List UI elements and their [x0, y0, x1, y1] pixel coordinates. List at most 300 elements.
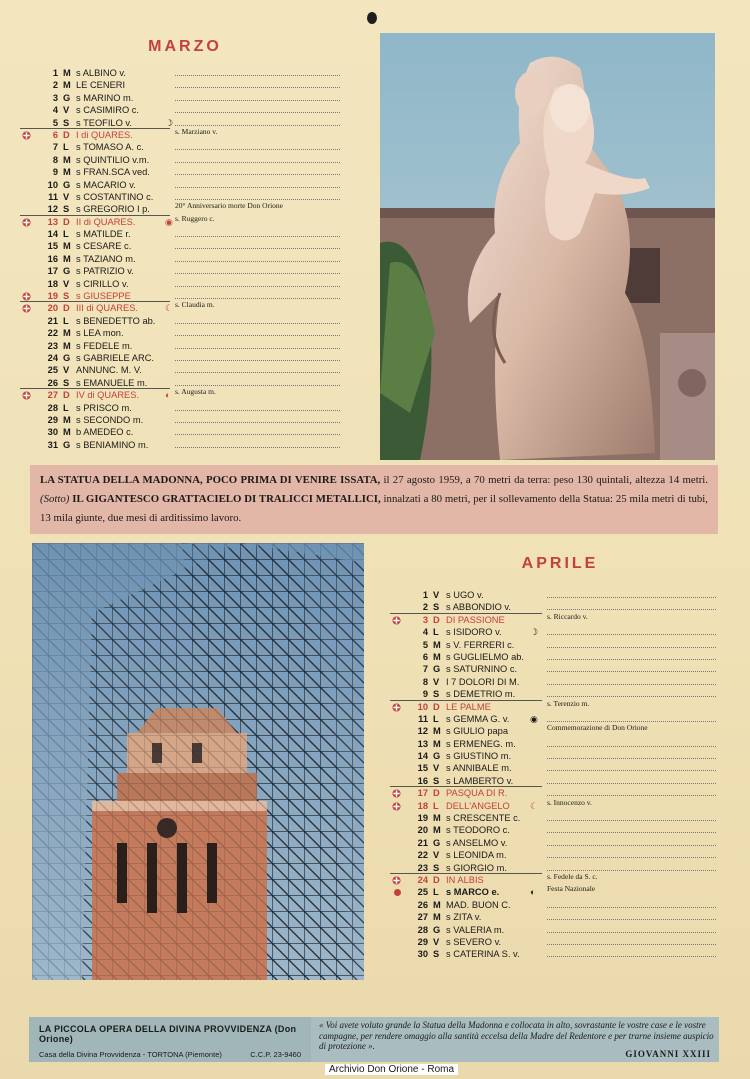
day-number: 3	[422, 614, 428, 625]
day-of-week: D	[433, 614, 440, 625]
day-row	[40, 179, 345, 191]
saint-name: s ABBONDIO v.	[446, 602, 511, 613]
day-number: 26	[47, 377, 58, 388]
saint-name: s ZITA v.	[446, 912, 482, 923]
day-row	[410, 762, 720, 774]
moon-phase-icon: ☾	[165, 303, 174, 314]
saint-name: LE CENERI	[76, 80, 126, 91]
caption-heading-2: IL GIGANTESCO GRATTACIELO DI TRALICCI METALLICI,	[72, 493, 381, 505]
writing-line	[547, 948, 716, 957]
saint-name: s GIUSEPPE	[76, 291, 131, 302]
day-of-week: L	[63, 402, 69, 413]
day-number: 22	[417, 850, 428, 861]
day-of-week: G	[433, 664, 441, 675]
writing-line	[547, 837, 716, 846]
writing-line	[175, 278, 340, 287]
day-row	[410, 812, 720, 824]
writing-line	[175, 265, 340, 274]
moon-phase-icon: ☽	[530, 627, 539, 638]
cross-icon	[22, 218, 31, 227]
saint-name: s BENEDETTO ab.	[76, 315, 156, 326]
caption-heading-1: LA STATUA DELLA MADONNA, POCO PRIMA DI VENIRE ISSATA,	[40, 474, 381, 486]
day-number: 27	[417, 912, 428, 923]
day-number: 25	[417, 887, 428, 898]
day-number: 2	[422, 602, 428, 613]
writing-line	[175, 327, 340, 336]
saint-name: s LAMBERTO v.	[446, 775, 514, 786]
day-row	[410, 611, 720, 626]
day-of-week: L	[63, 142, 69, 153]
writing-line	[175, 402, 340, 411]
cross-icon	[22, 391, 31, 400]
day-number: 14	[47, 229, 58, 240]
saint-name: DELL'ANGELO	[446, 800, 510, 811]
writing-line	[547, 862, 716, 871]
day-number: 20	[47, 303, 58, 314]
day-number: 12	[417, 726, 428, 737]
day-number: 1	[52, 68, 58, 78]
day-note: s. Innocenzo v.	[547, 797, 592, 807]
archive-watermark: Archivio Don Orione - Roma	[325, 1064, 458, 1075]
day-row	[410, 886, 720, 898]
day-of-week: M	[63, 340, 71, 351]
day-row	[410, 725, 720, 737]
saint-name: s SATURNINO c.	[446, 664, 518, 675]
day-note: s. Claudia m.	[175, 300, 215, 310]
day-note: s. Marziano v.	[175, 126, 218, 136]
writing-line	[547, 651, 716, 660]
saint-name: s FRAN.SCA ved.	[76, 167, 150, 178]
day-row	[410, 911, 720, 923]
day-number: 11	[48, 191, 58, 202]
writing-line	[175, 364, 340, 373]
day-of-week: S	[63, 117, 70, 128]
day-of-week: M	[433, 639, 441, 650]
day-note: s. Ruggero c.	[175, 213, 215, 223]
day-of-week: G	[433, 924, 441, 935]
quote-text: « Voi avete voluto grande la Statua della Madonna e collocata in alto, sovrastante le vostre case e le vostre campagne, per rendere omaggio alla santità eccelsa della Madre del Redentore e per trarne insieme auspicio di protezione ».	[319, 1020, 714, 1051]
day-of-week: L	[433, 713, 439, 724]
day-row	[410, 824, 720, 836]
day-number: 30	[47, 427, 58, 438]
writing-line	[175, 67, 340, 76]
cross-icon	[22, 304, 31, 313]
writing-line	[547, 899, 716, 908]
day-of-week: S	[433, 862, 440, 873]
day-row	[410, 663, 720, 675]
moon-phase-icon: ◉	[530, 713, 538, 724]
saint-name: s MARCO e.	[446, 887, 500, 898]
moon-phase-icon: ◐	[165, 390, 171, 401]
saint-name: s GIUSTINO m.	[446, 751, 512, 762]
day-of-week: D	[63, 216, 70, 227]
day-number: 16	[417, 775, 428, 786]
day-row	[410, 676, 720, 688]
day-row	[40, 154, 345, 166]
saint-name: ANNUNC. M. V.	[76, 365, 142, 376]
writing-line	[175, 426, 340, 435]
day-row	[40, 126, 345, 141]
day-row	[40, 439, 345, 451]
writing-line	[547, 639, 716, 648]
writing-line	[175, 240, 340, 249]
day-row	[410, 698, 720, 713]
writing-line	[175, 439, 340, 448]
publisher-address-row	[39, 1050, 301, 1059]
day-of-week: V	[433, 763, 440, 774]
saint-name: s ANNIBALE m.	[446, 763, 512, 774]
day-of-week: M	[63, 328, 71, 339]
saint-name: s CASIMIRO c.	[76, 105, 140, 116]
saint-name: s PRISCO m.	[76, 402, 132, 413]
day-row	[410, 948, 720, 960]
day-row	[40, 426, 345, 438]
day-of-week: M	[63, 241, 71, 252]
day-of-week: S	[433, 602, 440, 613]
saint-name: s LEONIDA m.	[446, 850, 507, 861]
day-row	[410, 738, 720, 750]
day-row	[40, 389, 345, 401]
writing-line	[547, 911, 716, 920]
footer-quote	[319, 1020, 719, 1059]
saint-name: PASQUA DI R.	[446, 788, 508, 799]
day-number: 4	[52, 105, 58, 116]
day-of-week: M	[433, 738, 441, 749]
day-of-week: M	[63, 414, 71, 425]
day-number: 14	[417, 751, 428, 762]
day-number: 30	[417, 949, 428, 960]
day-row	[40, 166, 345, 178]
day-number: 23	[47, 340, 58, 351]
saint-name: s QUINTILIO v.m.	[76, 154, 150, 165]
saint-name: s GREGORIO I p.	[76, 204, 150, 215]
day-row	[40, 327, 345, 339]
day-of-week: L	[63, 229, 69, 240]
saint-name: s GIULIO papa	[446, 726, 509, 737]
calendar-marzo	[40, 67, 345, 451]
cross-icon	[22, 292, 31, 301]
writing-line	[547, 688, 716, 697]
day-number: 19	[417, 813, 428, 824]
saint-name: s SEVERO v.	[446, 936, 502, 947]
day-number: 7	[422, 664, 428, 675]
day-row	[40, 340, 345, 352]
day-number: 24	[417, 874, 428, 885]
day-number: 18	[417, 800, 428, 811]
saint-name: s ISIDORO v.	[446, 627, 502, 638]
publisher-ccp: C.C.P. 23-9460	[250, 1050, 301, 1059]
day-of-week: S	[63, 377, 70, 388]
day-row	[410, 651, 720, 663]
day-row	[410, 589, 720, 601]
day-number: 6	[52, 129, 58, 140]
day-number: 21	[47, 315, 58, 326]
saint-name: s MARINO m.	[76, 92, 134, 103]
day-of-week: M	[433, 912, 441, 923]
day-of-week: L	[433, 627, 439, 638]
day-number: 27	[47, 390, 58, 401]
day-row	[40, 228, 345, 240]
day-row	[40, 364, 345, 376]
footer-publisher	[29, 1017, 311, 1062]
day-row	[40, 104, 345, 116]
saint-name: s GEMMA G. v.	[446, 713, 510, 724]
day-number: 17	[47, 266, 58, 277]
day-of-week: S	[433, 689, 440, 700]
day-row	[410, 837, 720, 849]
day-number: 10	[417, 701, 428, 712]
writing-line	[547, 812, 716, 821]
day-number: 5	[422, 639, 428, 650]
day-of-week: G	[63, 92, 71, 103]
writing-line	[547, 775, 716, 784]
writing-line	[547, 762, 716, 771]
photo-caption	[30, 465, 718, 534]
saint-name: s MATILDE r.	[76, 229, 131, 240]
saint-name: s VALERIA m.	[446, 924, 505, 935]
saint-name: s CRESCENTE c.	[446, 813, 521, 824]
day-note: s. Fedele da S. c.	[547, 871, 598, 881]
writing-line	[175, 228, 340, 237]
moon-phase-icon: ☽	[165, 117, 174, 128]
caption-sotto: (Sotto)	[40, 493, 70, 505]
saint-name: s UGO v.	[446, 590, 484, 600]
day-of-week: M	[433, 813, 441, 824]
cross-icon	[392, 802, 401, 811]
cross-icon	[392, 876, 401, 885]
writing-line	[175, 154, 340, 163]
saint-name: DI PASSIONE	[446, 614, 505, 625]
day-row	[410, 924, 720, 936]
day-row	[40, 278, 345, 290]
day-number: 19	[47, 291, 58, 302]
day-row	[410, 797, 720, 812]
day-of-week: M	[63, 427, 71, 438]
day-number: 17	[417, 788, 428, 799]
day-row	[40, 414, 345, 426]
cross-icon	[392, 703, 401, 712]
writing-line	[547, 787, 716, 796]
day-number: 13	[417, 738, 428, 749]
moon-phase-icon: ☾	[530, 800, 539, 811]
statue-photo	[380, 33, 715, 460]
holiday-dot	[394, 889, 401, 896]
saint-name: s V. FERRERI c.	[446, 639, 515, 650]
day-number: 8	[422, 676, 428, 687]
day-number: 7	[52, 142, 58, 153]
day-of-week: V	[433, 936, 440, 947]
saint-name: s ANSELMO v.	[446, 837, 508, 848]
day-number: 4	[422, 627, 428, 638]
day-of-week: D	[433, 701, 440, 712]
writing-line	[175, 179, 340, 188]
cross-icon	[22, 131, 31, 140]
day-note: s. Terenzio m.	[547, 698, 590, 708]
day-of-week: S	[63, 291, 70, 302]
day-of-week: M	[433, 825, 441, 836]
day-of-week: V	[63, 278, 70, 289]
day-number: 24	[47, 352, 58, 363]
month-title-aprile: APRILE	[521, 555, 599, 572]
day-row	[40, 141, 345, 153]
writing-line	[175, 79, 340, 88]
day-of-week: M	[433, 899, 441, 910]
day-of-week: G	[63, 439, 71, 450]
saint-name: s TEODORO c.	[446, 825, 510, 836]
day-row	[410, 936, 720, 948]
day-row	[410, 639, 720, 651]
day-row	[40, 253, 345, 265]
writing-line	[175, 191, 340, 200]
day-number: 9	[422, 689, 428, 700]
saint-name: s TEOFILO v.	[76, 117, 132, 128]
day-row	[40, 402, 345, 414]
day-of-week: V	[63, 365, 70, 376]
day-of-week: G	[433, 751, 441, 762]
day-of-week: M	[63, 68, 71, 78]
writing-line	[175, 414, 340, 423]
saint-name: I 7 DOLORI DI M.	[446, 676, 520, 687]
saint-name: s MACARIO v.	[76, 179, 136, 190]
saint-name: s PATRIZIO v.	[76, 266, 134, 277]
writing-line	[547, 713, 716, 722]
publisher-address: Casa della Divina Provvidenza - TORTONA (Piemonte)	[39, 1050, 222, 1059]
day-of-week: D	[63, 390, 70, 401]
day-number: 9	[52, 167, 58, 178]
day-of-week: G	[63, 352, 71, 363]
day-of-week: M	[433, 651, 441, 662]
day-row	[410, 899, 720, 911]
day-number: 20	[417, 825, 428, 836]
day-number: 21	[417, 837, 428, 848]
writing-line	[547, 750, 716, 759]
moon-phase-icon: ◐	[530, 887, 536, 898]
saint-name: s GABRIELE ARC.	[76, 352, 155, 363]
day-of-week: L	[433, 887, 439, 898]
writing-line	[175, 104, 340, 113]
writing-line	[175, 253, 340, 262]
writing-line	[175, 340, 340, 349]
saint-name: s CATERINA S. v.	[446, 949, 520, 960]
day-note: 20° Anniversario morte Don Orione	[175, 201, 283, 211]
saint-name: s DEMETRIO m.	[446, 689, 516, 700]
saint-name: I di QUARES.	[76, 129, 133, 140]
day-of-week: G	[63, 266, 71, 277]
day-row	[40, 315, 345, 327]
day-row	[40, 352, 345, 364]
caption-text-1: il 27 agosto 1959, a 70 metri da terra: peso 130 quintali, altezza 14 metri.	[383, 474, 708, 486]
saint-name: s CIRILLO v.	[76, 278, 129, 289]
day-number: 12	[47, 204, 58, 215]
day-of-week: M	[433, 726, 441, 737]
day-row	[410, 750, 720, 762]
writing-line	[175, 377, 340, 386]
day-note: s. Riccardo v.	[547, 611, 588, 621]
day-number: 13	[47, 216, 58, 227]
day-row	[40, 213, 345, 228]
writing-line	[547, 626, 716, 635]
saint-name: s ERMENEG. m.	[446, 738, 516, 749]
saint-name: s CESARE c.	[76, 241, 132, 252]
day-row	[40, 79, 345, 91]
saint-name: III di QUARES.	[76, 303, 138, 314]
scaffolding-photo	[32, 543, 364, 980]
saint-name: IN ALBIS	[446, 874, 484, 885]
day-of-week: S	[433, 775, 440, 786]
saint-name: b AMEDEO c.	[76, 427, 134, 438]
day-row	[40, 302, 345, 314]
writing-line	[547, 849, 716, 858]
saint-name: s GIORGIO m.	[446, 862, 507, 873]
day-number: 23	[417, 862, 428, 873]
day-row	[410, 849, 720, 861]
day-of-week: L	[433, 800, 439, 811]
day-of-week: D	[433, 788, 440, 799]
writing-line	[547, 824, 716, 833]
day-number: 8	[52, 154, 58, 165]
writing-line	[547, 601, 716, 610]
day-of-week: G	[63, 179, 71, 190]
saint-name: s SECONDO m.	[76, 414, 144, 425]
day-row	[40, 265, 345, 277]
day-number: 26	[417, 899, 428, 910]
saint-name: s FEDELE m.	[76, 340, 133, 351]
day-of-week: V	[433, 676, 440, 687]
calendar-aprile	[410, 589, 720, 961]
day-number: 29	[417, 936, 428, 947]
footer	[29, 1017, 719, 1062]
day-of-week: D	[63, 129, 70, 140]
writing-line	[175, 141, 340, 150]
day-number: 28	[47, 402, 58, 413]
writing-line	[547, 936, 716, 945]
day-of-week: G	[433, 837, 441, 848]
caption-text-2: innalzati a 80 metri, per il sollevamento della Statua: 25 mila metri di tubi, 13 mila giunte, due mesi di arditissimo lavoro.	[40, 493, 709, 524]
saint-name: s TAZIANO m.	[76, 253, 136, 264]
day-note: s. Augusta m.	[175, 387, 216, 397]
cross-icon	[392, 616, 401, 625]
writing-line	[175, 117, 340, 126]
day-row	[410, 626, 720, 638]
cross-icon	[392, 789, 401, 798]
day-number: 29	[47, 414, 58, 425]
saint-name: LE PALME	[446, 701, 491, 712]
day-of-week: D	[63, 303, 70, 314]
day-number: 25	[47, 365, 58, 376]
day-row	[40, 92, 345, 104]
writing-line	[547, 663, 716, 672]
day-number: 5	[52, 117, 58, 128]
saint-name: s TOMASO A. c.	[76, 142, 144, 153]
day-note: Commemorazione di Don Orione	[547, 723, 648, 733]
day-number: 31	[47, 439, 58, 450]
saint-name: s BENIAMINO m.	[76, 439, 149, 450]
day-number: 10	[47, 179, 58, 190]
day-number: 22	[47, 328, 58, 339]
writing-line	[175, 290, 340, 299]
moon-phase-icon: ◉	[165, 216, 173, 227]
day-of-week: V	[433, 590, 440, 600]
day-row	[40, 67, 345, 79]
writing-line	[175, 352, 340, 361]
day-of-week: S	[63, 204, 70, 215]
day-of-week: M	[63, 80, 71, 91]
day-number: 28	[417, 924, 428, 935]
day-of-week: V	[63, 191, 70, 202]
saint-name: s EMANUELE m.	[76, 377, 148, 388]
writing-line	[175, 166, 340, 175]
day-number: 6	[422, 651, 428, 662]
